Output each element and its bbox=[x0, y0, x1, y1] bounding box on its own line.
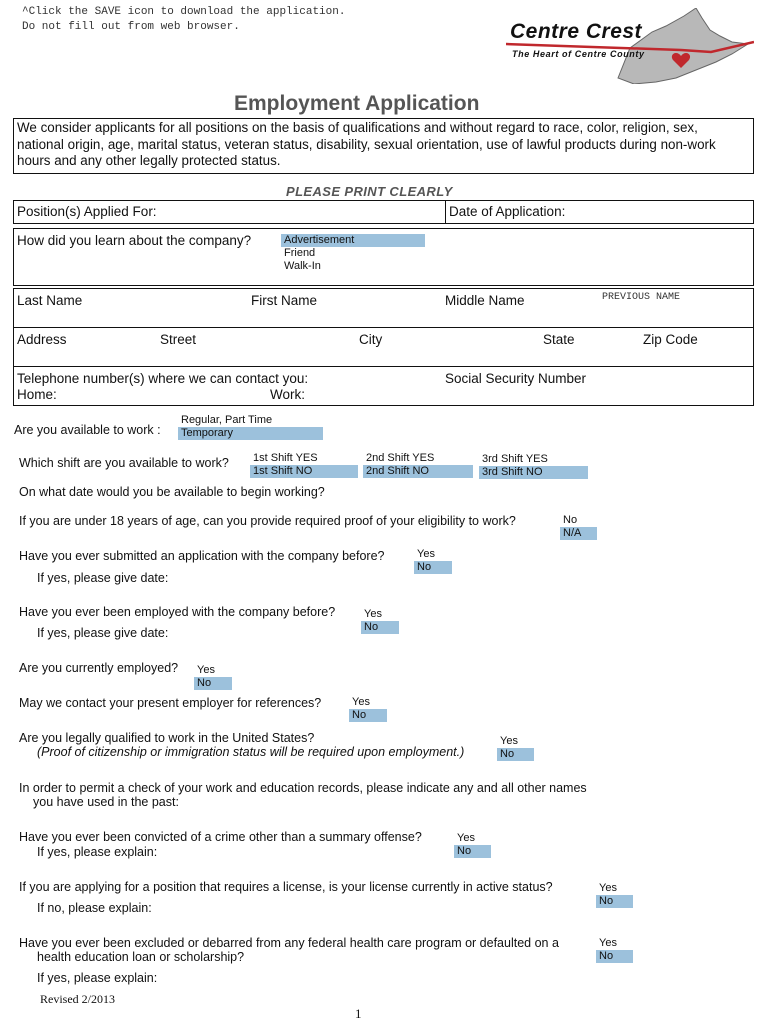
city-label: City bbox=[359, 332, 383, 347]
license-question: If you are applying for a position that requires a license, is your license currently in active status? bbox=[19, 880, 553, 894]
currently-employed-no[interactable]: No bbox=[194, 677, 232, 690]
page-title: Employment Application bbox=[234, 92, 480, 115]
learn-option-friend[interactable]: Friend bbox=[284, 247, 316, 259]
shift1-option-no[interactable]: 1st Shift NO bbox=[250, 465, 358, 478]
legally-qualified-listbox[interactable] bbox=[497, 735, 534, 761]
download-note bbox=[22, 5, 345, 35]
license-no[interactable]: No bbox=[596, 895, 633, 908]
excluded-no[interactable]: No bbox=[596, 950, 633, 963]
shift1-option-yes[interactable]: 1st Shift YES bbox=[253, 452, 318, 464]
shift2-option-yes[interactable]: 2nd Shift YES bbox=[366, 452, 435, 464]
shift3-option-no[interactable]: 3rd Shift NO bbox=[479, 466, 588, 479]
excluded-listbox[interactable] bbox=[596, 937, 633, 963]
page-number: 1 bbox=[355, 1006, 362, 1021]
logo-title: Centre Crest bbox=[510, 20, 643, 43]
employed-before-no[interactable]: No bbox=[361, 621, 399, 634]
under18-question: If you are under 18 years of age, can you provide required proof of your eligibility to work? bbox=[19, 514, 516, 528]
under18-option-no[interactable]: No bbox=[563, 514, 578, 526]
under18-option-na[interactable]: N/A bbox=[560, 527, 597, 540]
last-name-label: Last Name bbox=[17, 293, 83, 308]
convicted-listbox[interactable] bbox=[454, 832, 491, 858]
contact-employer-listbox[interactable] bbox=[349, 696, 387, 722]
learn-about-row bbox=[13, 228, 754, 286]
legally-qualified-no[interactable]: No bbox=[497, 748, 534, 761]
centre-crest-logo bbox=[506, 8, 754, 84]
excluded-question: Have you ever been excluded or debarred from any federal health care program or defaulted on a bbox=[19, 936, 559, 950]
submitted-before-listbox[interactable] bbox=[414, 548, 452, 574]
employed-before-date-label: If yes, please give date: bbox=[37, 626, 169, 640]
home-phone-label: Home: bbox=[17, 387, 57, 402]
submitted-before-no[interactable]: No bbox=[414, 561, 452, 574]
learn-about-label: How did you learn about the company? bbox=[17, 233, 252, 248]
excluded-question-line2: health education loan or scholarship? bbox=[37, 950, 245, 964]
excluded-explain-label: If yes, please explain: bbox=[37, 971, 158, 985]
submitted-before-date-label: If yes, please give date: bbox=[37, 571, 169, 585]
shift-question: Which shift are you available to work? bbox=[19, 456, 229, 470]
divider bbox=[445, 201, 446, 223]
contact-employer-no[interactable]: No bbox=[349, 709, 387, 722]
convicted-question: Have you ever been convicted of a crime other than a summary offense? bbox=[19, 830, 422, 844]
availability-option-temporary[interactable]: Temporary bbox=[178, 427, 323, 440]
license-explain-label: If no, please explain: bbox=[37, 901, 152, 915]
street-label: Street bbox=[160, 332, 197, 347]
excluded-yes[interactable]: Yes bbox=[599, 937, 617, 949]
learn-option-advertisement[interactable]: Advertisement bbox=[281, 234, 425, 247]
date-of-application-label: Date of Application: bbox=[449, 204, 566, 219]
address-label: Address bbox=[17, 332, 67, 347]
shift3-option-yes[interactable]: 3rd Shift YES bbox=[482, 453, 548, 465]
position-date-row bbox=[13, 200, 754, 224]
employed-before-listbox[interactable] bbox=[361, 608, 399, 634]
currently-employed-yes[interactable]: Yes bbox=[197, 664, 215, 676]
license-listbox[interactable] bbox=[596, 882, 633, 908]
revised-date: Revised 2/2013 bbox=[40, 992, 115, 1006]
middle-name-label: Middle Name bbox=[445, 293, 525, 308]
convicted-yes[interactable]: Yes bbox=[457, 832, 475, 844]
availability-question: Are you available to work : bbox=[14, 423, 161, 437]
contact-employer-question: May we contact your present employer for references? bbox=[19, 696, 322, 710]
under18-listbox[interactable] bbox=[560, 514, 597, 540]
address-row bbox=[13, 327, 754, 367]
eeo-statement: We consider applicants for all positions on the basis of qualifications and without regard to race, color, religion, sex, national origin, age, marital status, veteran status, disability, sexual orientation, use of lawful products during non-work hours and any other legally protected status. bbox=[17, 120, 716, 168]
first-name-label: First Name bbox=[251, 293, 318, 308]
availability-option-regular[interactable]: Regular, Part Time bbox=[181, 414, 273, 426]
contact-employer-yes[interactable]: Yes bbox=[352, 696, 370, 708]
currently-employed-listbox[interactable] bbox=[194, 664, 232, 690]
employed-before-yes[interactable]: Yes bbox=[364, 608, 382, 620]
shift2-option-no[interactable]: 2nd Shift NO bbox=[363, 465, 473, 478]
position-applied-label: Position(s) Applied For: bbox=[17, 204, 157, 219]
ssn-label: Social Security Number bbox=[445, 371, 587, 386]
zip-code-label: Zip Code bbox=[643, 332, 698, 347]
eeo-statement-box bbox=[13, 118, 754, 174]
logo-tagline: The Heart of Centre County bbox=[512, 49, 645, 59]
shift2-listbox[interactable] bbox=[363, 452, 473, 478]
other-names-question-line2: you have used in the past: bbox=[33, 795, 179, 809]
name-row bbox=[13, 288, 754, 328]
convicted-no[interactable]: No bbox=[454, 845, 491, 858]
download-note-line-1: ^Click the SAVE icon to download the application. bbox=[22, 6, 346, 18]
learn-about-listbox[interactable] bbox=[281, 234, 425, 284]
shift3-listbox[interactable] bbox=[479, 453, 588, 479]
currently-employed-question: Are you currently employed? bbox=[19, 661, 179, 675]
license-yes[interactable]: Yes bbox=[599, 882, 617, 894]
download-note-line-2: Do not fill out from web browser. bbox=[22, 21, 240, 33]
learn-option-walk-in[interactable]: Walk-In bbox=[284, 260, 321, 272]
work-phone-label: Work: bbox=[270, 387, 306, 402]
legally-qualified-note: (Proof of citizenship or immigration status will be required upon employment.) bbox=[37, 745, 465, 759]
other-names-question: In order to permit a check of your work and education records, please indicate any and all other names bbox=[19, 781, 587, 795]
telephone-row bbox=[13, 366, 754, 406]
legally-qualified-question: Are you legally qualified to work in the United States? bbox=[19, 731, 315, 745]
start-date-question: On what date would you be available to begin working? bbox=[19, 485, 325, 499]
submitted-before-question: Have you ever submitted an application with the company before? bbox=[19, 549, 385, 563]
employed-before-question: Have you ever been employed with the company before? bbox=[19, 605, 336, 619]
state-label: State bbox=[543, 332, 575, 347]
convicted-explain-label: If yes, please explain: bbox=[37, 845, 158, 859]
shift1-listbox[interactable] bbox=[250, 452, 358, 478]
submitted-before-yes[interactable]: Yes bbox=[417, 548, 435, 560]
print-clearly-note: PLEASE PRINT CLEARLY bbox=[286, 184, 453, 199]
legally-qualified-yes[interactable]: Yes bbox=[500, 735, 518, 747]
availability-listbox[interactable] bbox=[178, 414, 323, 440]
telephone-label: Telephone number(s) where we can contact you: bbox=[17, 371, 309, 386]
previous-name-label: PREVIOUS NAME bbox=[602, 292, 681, 303]
